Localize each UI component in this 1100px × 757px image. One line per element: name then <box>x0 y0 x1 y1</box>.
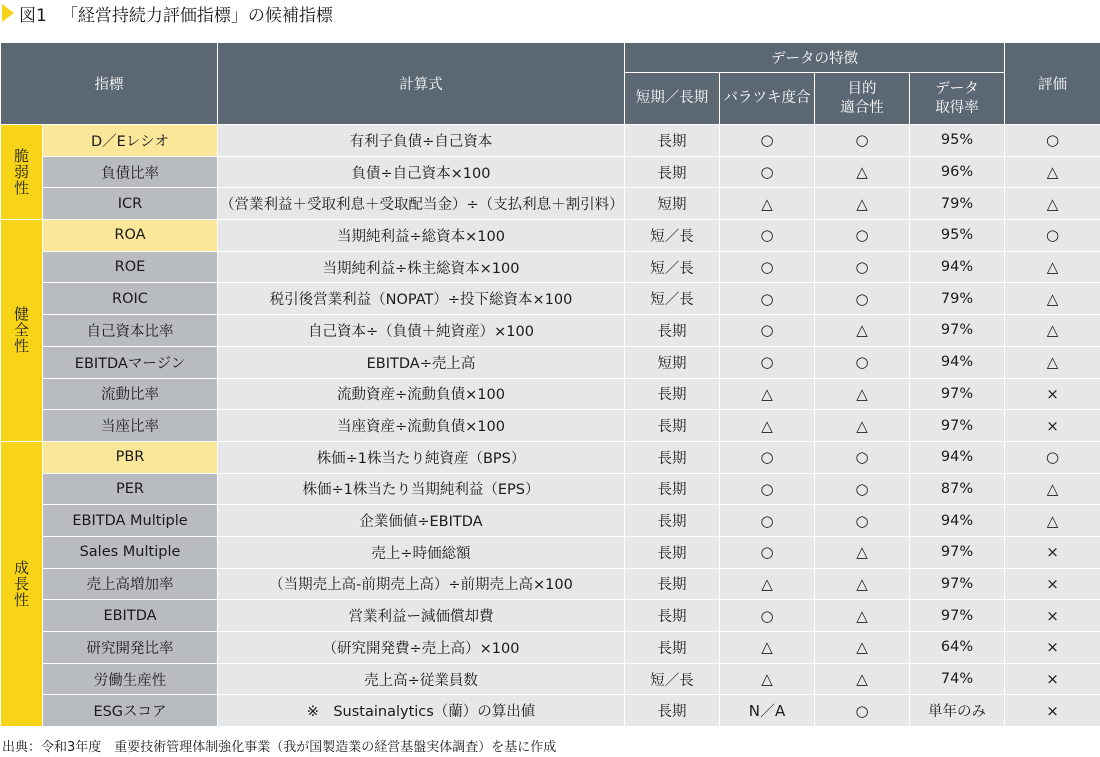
variance-cell: △ <box>720 188 815 220</box>
table-row <box>1 410 1100 442</box>
purpose-fit-cell: △ <box>815 410 910 442</box>
evaluation-cell: △ <box>1005 188 1100 220</box>
formula-cell: 当座資産÷流動負債×100 <box>218 410 625 442</box>
term-cell: 長期 <box>625 315 720 347</box>
variance-cell: N／A <box>720 695 815 727</box>
indicator-cell: ROE <box>43 251 218 283</box>
formula-cell: 有利子負債÷自己資本 <box>218 125 625 157</box>
evaluation-cell: × <box>1005 568 1100 600</box>
formula-cell: 流動資産÷流動負債×100 <box>218 378 625 410</box>
variance-cell: △ <box>720 378 815 410</box>
term-cell: 長期 <box>625 536 720 568</box>
term-cell: 長期 <box>625 695 720 727</box>
data-rate-cell: 97% <box>910 568 1005 600</box>
table-header <box>1 43 1100 125</box>
table-row <box>1 632 1100 664</box>
purpose-fit-cell: △ <box>815 632 910 664</box>
source-note: 出典：令和3年度 重要技術管理体制強化事業（我が国製造業の経営基盤実体調査）を基に作成 <box>2 740 557 755</box>
formula-cell: 株価÷1株当たり当期純利益（EPS） <box>218 473 625 505</box>
purpose-fit-cell: ○ <box>815 441 910 473</box>
data-rate-cell: 87% <box>910 473 1005 505</box>
evaluation-cell: × <box>1005 695 1100 727</box>
group-label: 脆弱性 <box>1 125 43 220</box>
table-row <box>1 505 1100 537</box>
table-row <box>1 315 1100 347</box>
table-body <box>1 125 1100 727</box>
formula-cell: 負債÷自己資本×100 <box>218 156 625 188</box>
header-data-features: データの特徴 <box>625 43 1005 73</box>
indicator-cell: ROA <box>43 220 218 252</box>
purpose-fit-cell: ○ <box>815 473 910 505</box>
term-cell: 長期 <box>625 410 720 442</box>
variance-cell: ○ <box>720 283 815 315</box>
formula-cell: 当期純利益÷株主総資本×100 <box>218 251 625 283</box>
purpose-fit-cell: ○ <box>815 251 910 283</box>
table-row <box>1 663 1100 695</box>
table-row <box>1 188 1100 220</box>
table-row <box>1 283 1100 315</box>
formula-cell: （営業利益＋受取利息＋受取配当金）÷（支払利息＋割引料） <box>218 188 625 220</box>
variance-cell: △ <box>720 568 815 600</box>
indicator-cell: 研究開発比率 <box>43 632 218 664</box>
indicator-cell: EBITDAマージン <box>43 346 218 378</box>
data-rate-cell: 97% <box>910 315 1005 347</box>
formula-cell: ※ Sustainalytics（蘭）の算出値 <box>218 695 625 727</box>
term-cell: 長期 <box>625 473 720 505</box>
header-purpose-fit <box>815 73 910 125</box>
figure-label: 図1 <box>19 5 47 26</box>
figure-title-text: 「経営持続力評価指標」の候補指標 <box>60 5 333 26</box>
data-rate-cell: 79% <box>910 283 1005 315</box>
indicator-table <box>0 42 1100 727</box>
table-row <box>1 568 1100 600</box>
evaluation-cell: × <box>1005 410 1100 442</box>
term-cell: 短／長 <box>625 251 720 283</box>
data-rate-cell: 94% <box>910 346 1005 378</box>
variance-cell: ○ <box>720 315 815 347</box>
formula-cell: （研究開発費÷売上高）×100 <box>218 632 625 664</box>
term-cell: 長期 <box>625 632 720 664</box>
header-purpose-fit-text: 目的 適合性 <box>840 80 884 116</box>
purpose-fit-cell: △ <box>815 663 910 695</box>
purpose-fit-cell: △ <box>815 378 910 410</box>
indicator-cell: D／Eレシオ <box>43 125 218 157</box>
term-cell: 短／長 <box>625 220 720 252</box>
evaluation-cell: × <box>1005 632 1100 664</box>
data-rate-cell: 単年のみ <box>910 695 1005 727</box>
evaluation-cell: ○ <box>1005 441 1100 473</box>
indicator-cell: ROIC <box>43 283 218 315</box>
variance-cell: ○ <box>720 441 815 473</box>
formula-cell: 売上÷時価総額 <box>218 536 625 568</box>
header-formula: 計算式 <box>218 43 625 125</box>
indicator-cell: 自己資本比率 <box>43 315 218 347</box>
variance-cell: ○ <box>720 600 815 632</box>
term-cell: 短期 <box>625 346 720 378</box>
formula-cell: 当期純利益÷総資本×100 <box>218 220 625 252</box>
evaluation-cell: △ <box>1005 156 1100 188</box>
evaluation-cell: ○ <box>1005 220 1100 252</box>
data-rate-cell: 94% <box>910 251 1005 283</box>
table-row <box>1 378 1100 410</box>
purpose-fit-cell: ○ <box>815 220 910 252</box>
variance-cell: △ <box>720 663 815 695</box>
table-row <box>1 441 1100 473</box>
indicator-cell: Sales Multiple <box>43 536 218 568</box>
evaluation-cell: ○ <box>1005 125 1100 157</box>
variance-cell: ○ <box>720 536 815 568</box>
purpose-fit-cell: ○ <box>815 505 910 537</box>
variance-cell: ○ <box>720 220 815 252</box>
indicator-cell: 当座比率 <box>43 410 218 442</box>
formula-cell: EBITDA÷売上高 <box>218 346 625 378</box>
purpose-fit-cell: △ <box>815 188 910 220</box>
indicator-cell: ICR <box>43 188 218 220</box>
purpose-fit-cell: ○ <box>815 346 910 378</box>
data-rate-cell: 96% <box>910 156 1005 188</box>
evaluation-cell: △ <box>1005 251 1100 283</box>
triangle-marker-icon <box>2 4 14 22</box>
group-label: 成長性 <box>1 441 43 726</box>
group-label: 健全性 <box>1 220 43 442</box>
data-rate-cell: 64% <box>910 632 1005 664</box>
indicator-cell: 売上高増加率 <box>43 568 218 600</box>
table-row <box>1 536 1100 568</box>
term-cell: 短／長 <box>625 663 720 695</box>
data-rate-cell: 97% <box>910 536 1005 568</box>
formula-cell: 売上高÷従業員数 <box>218 663 625 695</box>
indicator-cell: 労働生産性 <box>43 663 218 695</box>
header-term: 短期／長期 <box>625 73 720 125</box>
variance-cell: ○ <box>720 251 815 283</box>
term-cell: 長期 <box>625 378 720 410</box>
evaluation-cell: △ <box>1005 346 1100 378</box>
formula-cell: 株価÷1株当たり純資産（BPS） <box>218 441 625 473</box>
term-cell: 長期 <box>625 441 720 473</box>
term-cell: 長期 <box>625 600 720 632</box>
formula-cell: 自己資本÷（負債＋純資産）×100 <box>218 315 625 347</box>
purpose-fit-cell: △ <box>815 568 910 600</box>
formula-cell: 税引後営業利益（NOPAT）÷投下総資本×100 <box>218 283 625 315</box>
purpose-fit-cell: △ <box>815 315 910 347</box>
evaluation-cell: × <box>1005 536 1100 568</box>
indicator-cell: 負債比率 <box>43 156 218 188</box>
table-row <box>1 251 1100 283</box>
header-variance: バラツキ度合 <box>720 73 815 125</box>
table-row <box>1 600 1100 632</box>
table-row <box>1 125 1100 157</box>
term-cell: 短期 <box>625 188 720 220</box>
formula-cell: （当期売上高-前期売上高）÷前期売上高×100 <box>218 568 625 600</box>
table-row <box>1 220 1100 252</box>
evaluation-cell: × <box>1005 600 1100 632</box>
header-indicator: 指標 <box>1 43 218 125</box>
formula-cell: 企業価値÷EBITDA <box>218 505 625 537</box>
term-cell: 長期 <box>625 568 720 600</box>
term-cell: 長期 <box>625 505 720 537</box>
table-row <box>1 346 1100 378</box>
table-row <box>1 695 1100 727</box>
purpose-fit-cell: ○ <box>815 283 910 315</box>
data-rate-cell: 79% <box>910 188 1005 220</box>
purpose-fit-cell: △ <box>815 536 910 568</box>
formula-cell: 営業利益ー減価償却費 <box>218 600 625 632</box>
indicator-cell: EBITDA Multiple <box>43 505 218 537</box>
evaluation-cell: × <box>1005 378 1100 410</box>
evaluation-cell: △ <box>1005 473 1100 505</box>
variance-cell: ○ <box>720 125 815 157</box>
purpose-fit-cell: △ <box>815 600 910 632</box>
table-row <box>1 473 1100 505</box>
evaluation-cell: × <box>1005 663 1100 695</box>
variance-cell: ○ <box>720 156 815 188</box>
indicator-cell: EBITDA <box>43 600 218 632</box>
evaluation-cell: △ <box>1005 283 1100 315</box>
data-rate-cell: 97% <box>910 378 1005 410</box>
indicator-cell: ESGスコア <box>43 695 218 727</box>
indicator-cell: 流動比率 <box>43 378 218 410</box>
data-rate-cell: 94% <box>910 505 1005 537</box>
term-cell: 長期 <box>625 125 720 157</box>
data-rate-cell: 74% <box>910 663 1005 695</box>
variance-cell: ○ <box>720 346 815 378</box>
purpose-fit-cell: △ <box>815 156 910 188</box>
variance-cell: ○ <box>720 473 815 505</box>
data-rate-cell: 95% <box>910 125 1005 157</box>
data-rate-cell: 95% <box>910 220 1005 252</box>
figure-title <box>0 0 1100 26</box>
table-row <box>1 156 1100 188</box>
purpose-fit-cell: ○ <box>815 125 910 157</box>
data-rate-cell: 94% <box>910 441 1005 473</box>
indicator-cell: PBR <box>43 441 218 473</box>
evaluation-cell: △ <box>1005 315 1100 347</box>
data-rate-cell: 97% <box>910 410 1005 442</box>
header-evaluation: 評価 <box>1005 43 1100 125</box>
variance-cell: △ <box>720 632 815 664</box>
header-data-rate <box>910 73 1005 125</box>
variance-cell: △ <box>720 410 815 442</box>
data-rate-cell: 97% <box>910 600 1005 632</box>
header-data-rate-text: データ 取得率 <box>935 80 979 116</box>
purpose-fit-cell: ○ <box>815 695 910 727</box>
indicator-cell: PER <box>43 473 218 505</box>
evaluation-cell: △ <box>1005 505 1100 537</box>
term-cell: 長期 <box>625 156 720 188</box>
variance-cell: ○ <box>720 505 815 537</box>
term-cell: 短／長 <box>625 283 720 315</box>
